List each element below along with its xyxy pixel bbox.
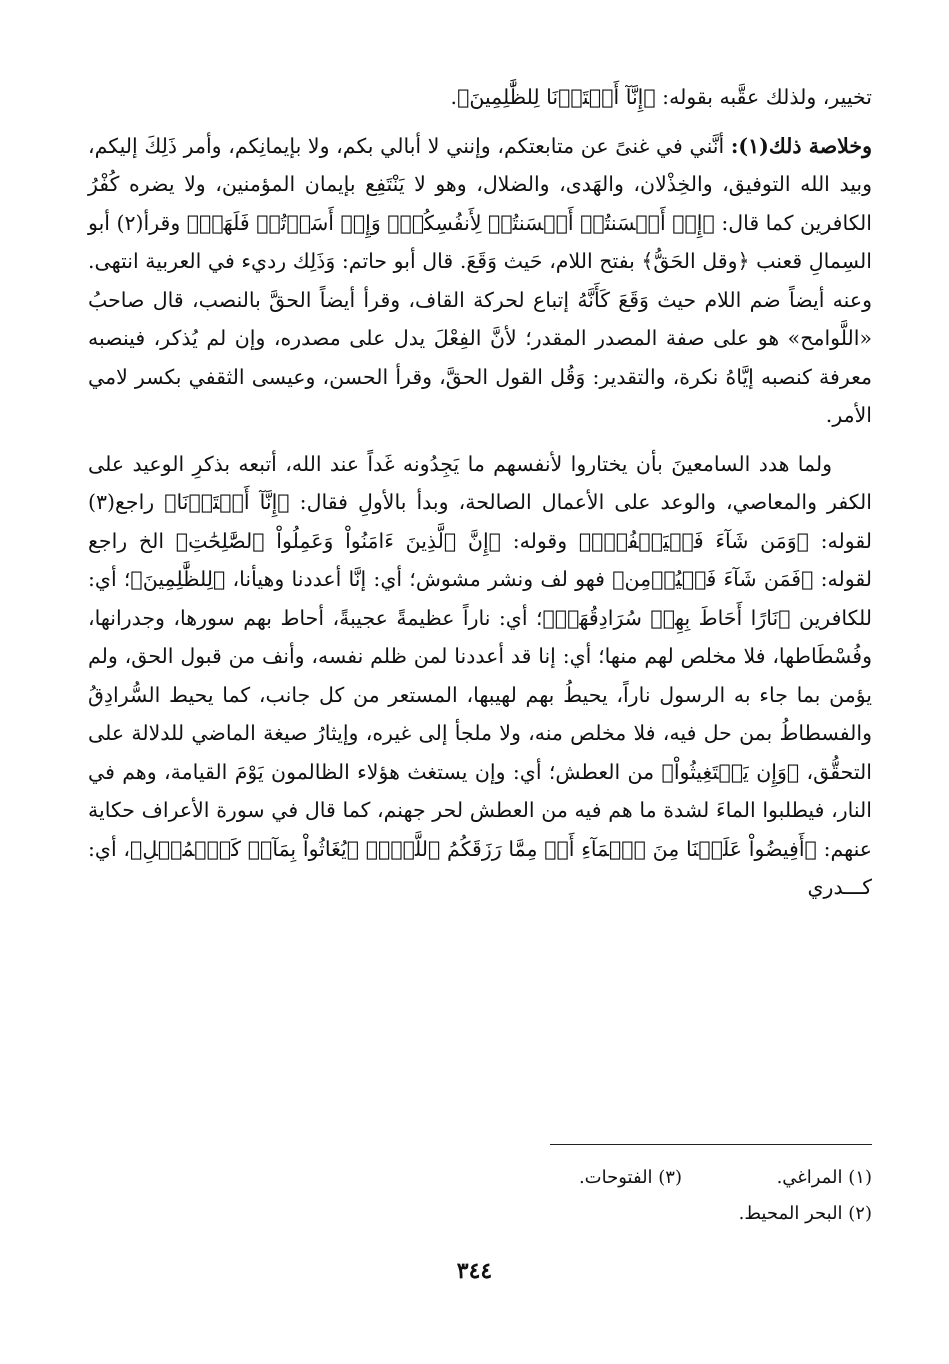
page-number: ٣٤٤ — [456, 1258, 493, 1284]
footnote-3: (٣) الفتوحات. — [578, 1167, 682, 1188]
paragraph-2-text: أنَّني في غنىً عن متابعتكم، وإنني لا أبالي بكم، ولا بإيمانِكم، وأمر ذَلِكَ إليكم، وبيد الله التوفيق، والخِذْلان، والهَدى، والضلال، وهو لا يَنْتَفِع بإيمان المؤمنين، ولا يضره كُفْرُ الكافرين كما قال: ﴿إِنۡ أَحۡسَنتُمۡ أَحۡسَنتُمۡ لِأَنفُسِكُمۡۖ وَإِنۡ أَسَأۡتُمۡ فَلَهَاۚ﴾ وقرأ(٢) أبو السِمالِ قعنب ﴿وقل الحَقُّ﴾ بفتح اللام، حَيث وَقَعَ. قال أبو حاتم: وَذَلِك رديء في العربية انتهى. وعنه أيضاً ضم اللام حيث وَقَعَ كَأَنَّهُ إتباع لحركة القاف، وقرأ أيضاً الحقَّ بالنصب، قال صاحبُ «اللَّوامح» هو على صفة المصدر المقدر؛ لأنَّ الفِعْلَ يدل على مصدره، وإن لم يُذكر، فينصبه معرفة كنصبه إيَّاهُ نكرة، والتقدير: وَقُل القول الحقَّ، وقرأ الحسن، وعيسى الثقفي بكسر لامي الأمر. — [88, 133, 872, 427]
footnote-1: (١) المراغي. — [776, 1167, 872, 1188]
footnote-separator — [550, 1144, 872, 1145]
paragraph-1: تخيير، ولذلك عقَّبه بقوله: ﴿إِنَّآ أَعۡتَدۡنَا لِلظَّٰلِمِينَ﴾. — [450, 85, 872, 109]
footnote-row — [272, 1160, 872, 1196]
summary-lead: وخلاصة ذلك(١): — [730, 133, 872, 158]
footnote-row — [272, 1196, 872, 1232]
page-body — [88, 78, 872, 917]
footnote-2: (٢) البحر المحيط. — [738, 1203, 872, 1224]
paragraph-3: ولما هدد السامعينَ بأن يختاروا لأنفسهم ما يَجِدُونه غَداً عند الله، أتبعه بذكرِ الوعيد على الكفر والمعاصي، والوعد على الأعمال الصالحة، وبدأ بالأولِ فقال: ﴿إِنَّآ أَعۡتَدۡنَا﴾ راجع(٣) لقوله: ﴿وَمَن شَآءَ فَلۡيَكۡفُرۡۚ﴾ وقوله: ﴿إِنَّ ٱلَّذِينَ ءَامَنُواْ وَعَمِلُواْ ٱلصَّٰلِحَٰتِ﴾ الخ راجع لقوله: ﴿فَمَن شَآءَ فَلۡيُؤۡمِن﴾ فهو لف ونشر مشوش؛ أي: إنَّا أعددنا وهيأنا، ﴿لِلظَّٰلِمِينَ﴾؛ أي: للكافرين ﴿نَارًا أَحَاطَ بِهِمۡ سُرَادِقُهَاۚ﴾؛ أي: ناراً عظيمةً عجيبةً، أحاط بهم سورها، وجدرانها، وفُسْطَاطها، فلا مخلص لهم منها؛ أي: إنا قد أعددنا لمن ظلم نفسه، وأنف من قبول الحق، ولم يؤمن بما جاء به الرسول ناراً، يحيطُ بهم لهيبها، المستعر من كل جانب، كما يحيط السُّرادِقُ والفسطاطُ بمن حل فيه، فلا مخلص منه، ولا ملجأ إلى غيره، وإيثارُ صيغة الماضي للدلالة على التحقُّق، ﴿وَإِن يَسۡتَغِيثُواْ﴾ من العطش؛ أي: وإن يستغث هؤلاء الظالمون يَوْمَ القيامة، وهم في النار، فيطلبوا الماءَ لشدة ما هم فيه من العطش لحر جهنم، كما قال في سورة الأعراف حكاية عنهم: ﴿أَفِيضُواْ عَلَيۡنَا مِنَ ٱلۡمَآءِ أَوۡ مِمَّا رَزَقَكُمُ ٱللَّهُۚ﴾ ﴿يُغَاثُواْ بِمَآءٖ كَٱلۡمُهۡلِ﴾، أي: كـــدري — [88, 451, 872, 899]
paragraph-2 — [88, 127, 872, 435]
footnotes — [272, 1160, 872, 1232]
